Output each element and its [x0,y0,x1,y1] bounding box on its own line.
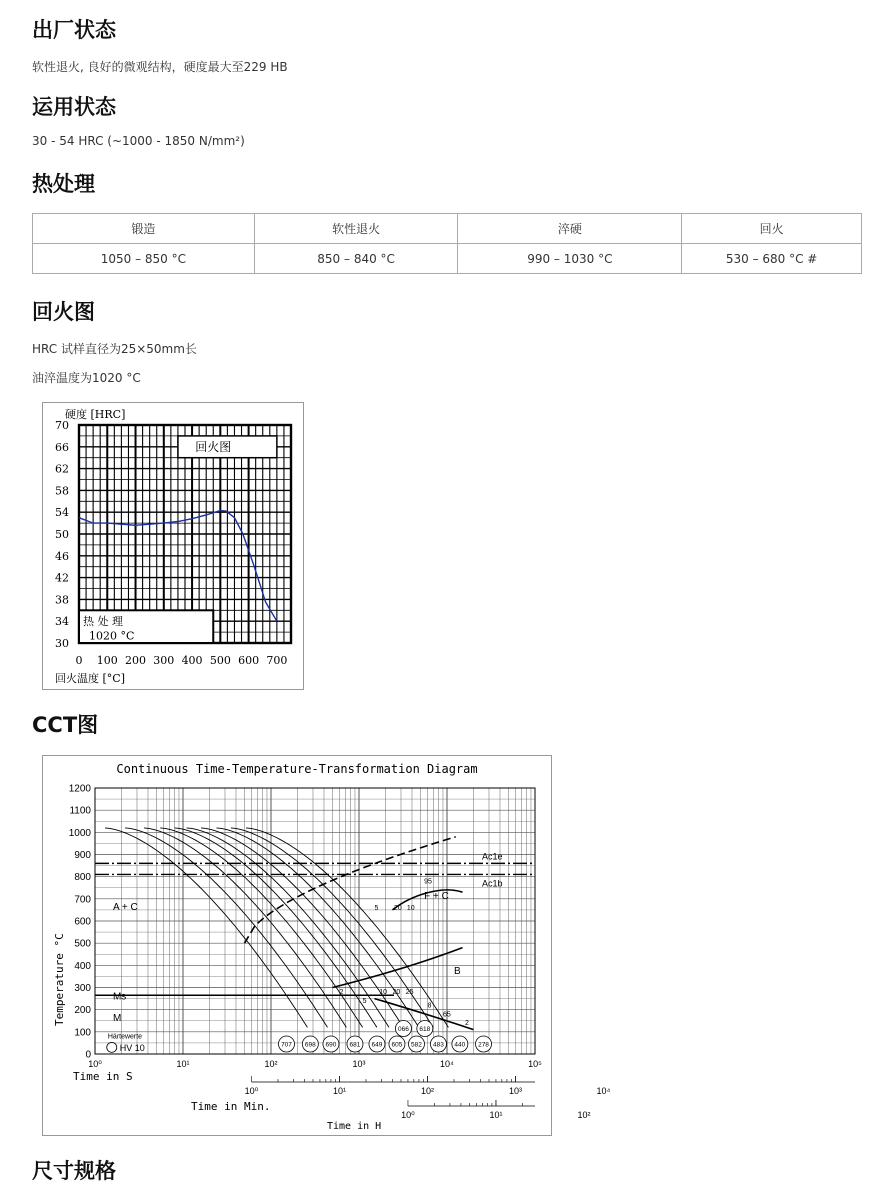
x-tick-label-minutes: 10⁴ [596,1086,611,1096]
x-axis-label-minutes: Time in Min. [191,1100,271,1113]
region-label-ac1e: Ac1e [482,851,503,862]
hardness-value: 278 [478,1041,489,1049]
x-tick-label-minutes: 10¹ [332,1086,346,1096]
y-tick-label: 34 [55,615,69,629]
x-axis-label-hours: Time in H [327,1121,382,1132]
region-label-a-c: A + C [112,901,138,913]
x-tick-label-seconds: 10⁴ [440,1059,454,1069]
x-tick-label: 500 [209,654,231,667]
cct-chart [43,756,611,1135]
y-tick-label: 900 [74,850,91,861]
curve-percent-label: 2 [464,1020,469,1028]
hardness-value: 681 [349,1041,361,1049]
y-tick-label: 1200 [68,783,91,795]
y-tick-label: 800 [74,872,91,884]
y-tick-label: 50 [55,528,69,541]
cct-title: CCT图 [32,713,99,737]
chart-title: 回火图 [195,439,232,454]
heat-treatment-title: 热处理 [32,172,95,196]
x-tick-label: 400 [181,654,203,667]
y-tick-label: 54 [55,506,69,520]
x-tick-label-seconds: 10³ [352,1059,366,1069]
y-tick-label: 600 [74,916,91,928]
y-tick-label: 46 [55,549,69,563]
region-label-b: B [453,966,461,978]
curve-percent-label: 65 [442,1011,451,1019]
region-label-ac1b: Ac1b [482,878,503,889]
x-tick-label: 200 [125,654,147,667]
dimensions-title: 尺寸规格 [32,1159,116,1183]
hardness-value: 605 [391,1041,403,1049]
y-tick-label: 42 [55,571,69,585]
table-cell: 990 – 1030 °C [458,244,682,274]
delivery-text: 软性退火, 良好的微观结构，硬度最大至229 HB [32,60,288,74]
curve-percent-label: 95 [424,878,432,886]
hardness-value: 582 [411,1041,422,1049]
region-label-f-c: F + C [424,890,449,902]
table-cell: 850 – 840 °C [254,244,458,274]
y-tick-label: 200 [74,1005,91,1017]
heat-treatment-box-temp: 1020 °C [89,629,135,643]
y-tick-label: 1100 [69,805,91,817]
y-tick-label: 70 [55,419,69,432]
y-tick-label: 500 [74,938,91,950]
tempering-title: 回火图 [32,300,95,324]
x-tick-label: 600 [238,654,260,667]
hardness-value: 698 [304,1041,316,1049]
cooling-curve [125,828,327,1028]
y-tick-label: 400 [74,960,91,972]
table-header-cell: 锻造 [33,214,255,244]
hardness-value: 707 [281,1041,292,1049]
curve-percent-label: 5 [362,998,367,1006]
table-cell: 1050 – 850 °C [33,244,255,274]
curve-percent-label: 2 [339,989,344,997]
heat-treatment-table [32,213,862,274]
hardness-value: 066 [398,1026,409,1034]
curve-percent-label: 10 [379,989,388,997]
service-title: 运用状态 [32,95,116,119]
x-tick-label-minutes: 10⁰ [244,1086,259,1096]
delivery-title: 出厂状态 [32,18,116,42]
region-label-m: M [112,1012,122,1024]
hardness-value: 649 [371,1041,383,1049]
y-tick-label: 66 [55,440,69,454]
table-header-row [33,214,862,244]
x-tick-label: 100 [96,654,118,667]
x-tick-label: 0 [75,654,83,667]
y-axis-label: Temperature °C [53,933,66,1026]
cooling-curve [201,828,403,1028]
tempering-chart [43,403,303,689]
table-cell: 530 – 680 °C # [682,244,862,274]
y-axis-label: 硬度 [HRC] [65,408,126,421]
cct-chart-frame [42,755,611,1136]
curve-percent-label: 5 [374,904,379,912]
x-tick-label: 300 [153,654,175,667]
table-row [33,244,862,274]
table-header-cell: 回火 [682,214,862,244]
x-tick-label-hours: 10² [577,1110,591,1120]
x-tick-label-hours: 10⁰ [401,1110,415,1120]
chart-title: Continuous Time-Temperature-Transformation Diagram [116,762,478,776]
y-tick-label: 38 [55,593,69,607]
hardness-value: 483 [433,1041,444,1049]
legend-text-hv10: HV 10 [119,1042,145,1053]
service-text: 30 - 54 HRC (~1000 - 1850 N/mm²) [32,134,245,148]
curve-percent-label: 20 [392,989,401,997]
tempering-note-1: HRC 试样直径为25×50mm长 [32,342,197,356]
legend-hardness-circle [107,1042,117,1052]
x-tick-label-seconds: 10⁰ [88,1059,102,1069]
curve-percent-label: 20 [394,904,402,912]
x-tick-label-minutes: 10² [420,1086,434,1096]
x-tick-label-minutes: 10³ [508,1086,522,1096]
hardness-value: 618 [419,1026,431,1034]
y-tick-label: 30 [55,637,69,650]
curve-percent-label: 25 [405,989,414,997]
x-tick-label-seconds: 10¹ [176,1059,190,1069]
hardness-value: 690 [325,1041,337,1049]
y-tick-label: 100 [74,1027,91,1039]
table-header-cell: 软性退火 [254,214,458,244]
tempering-note-2: 油淬温度为1020 °C [32,371,141,385]
y-tick-label: 62 [55,462,69,476]
curve-percent-label: 10 [406,904,415,912]
y-tick-label: 1000 [68,827,91,839]
tempering-chart-frame [42,402,304,690]
legend-text-haertewerte: Härtewerte [107,1033,143,1041]
x-tick-label: 700 [266,654,288,667]
x-tick-label-seconds: 10² [264,1059,278,1069]
y-tick-label: 700 [74,894,91,906]
y-tick-label: 300 [74,983,91,994]
heat-treatment-box-label: 热 处 理 [83,615,123,629]
y-tick-label: 58 [55,484,69,498]
table-header-cell: 淬硬 [458,214,682,244]
hardness-value: 440 [454,1041,466,1049]
x-tick-label-hours: 10¹ [489,1110,503,1120]
y-tick-label: 0 [85,1049,91,1061]
region-label-ms: Ms [112,991,127,1003]
x-tick-label-seconds: 10⁵ [528,1059,542,1069]
x-axis-label: 回火温度 [°C] [55,672,125,685]
curve-percent-label: 8 [427,1002,432,1010]
x-axis-label-seconds: Time in S [73,1070,133,1083]
